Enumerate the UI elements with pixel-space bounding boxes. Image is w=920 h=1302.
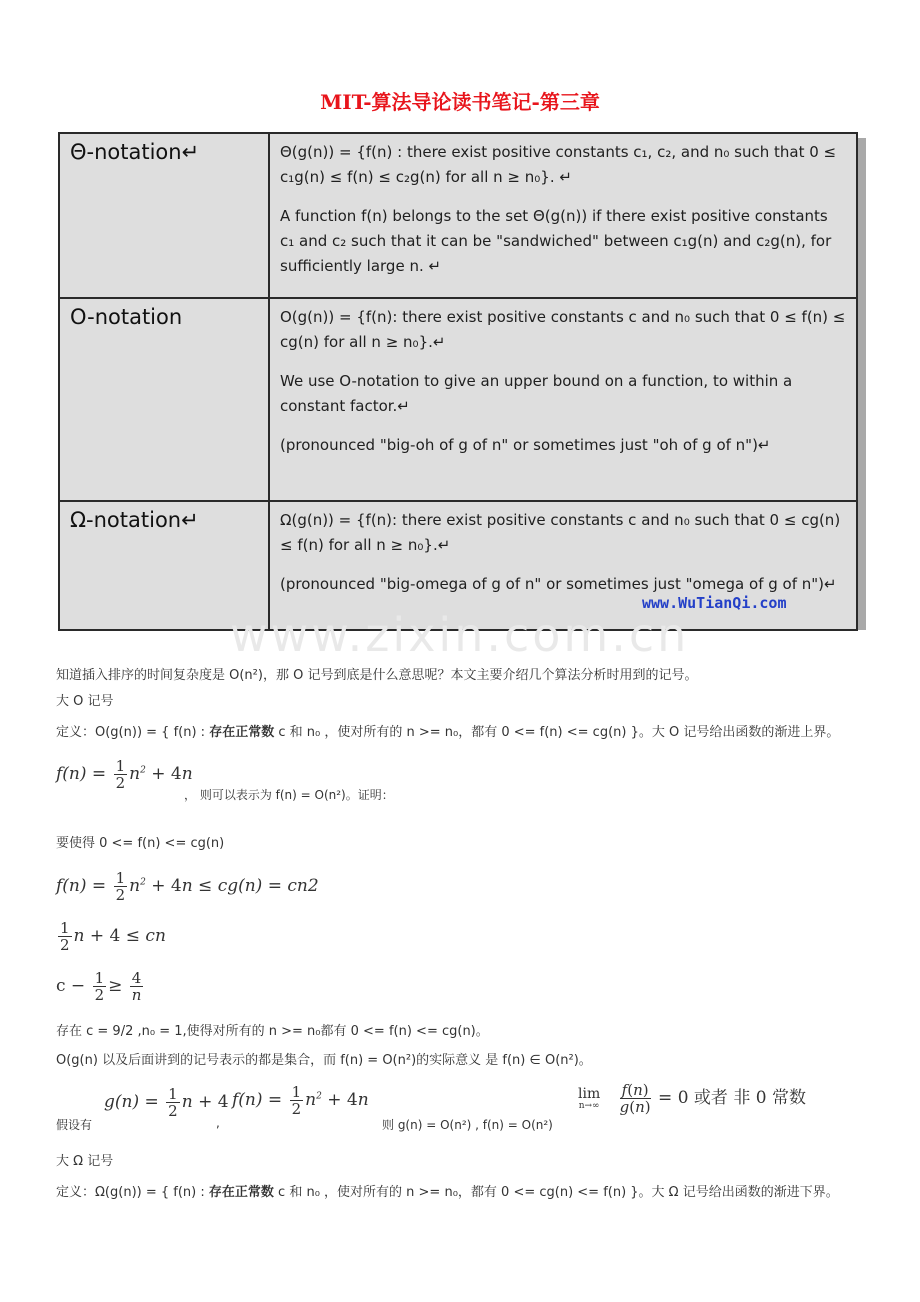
equation-limit: lim n→∞ $\frac{f(n)}{g(n)}$ = 0 或者 非 0 常数 <box>578 1081 806 1116</box>
omega-notation-label: Ω-notation↵ <box>59 501 269 630</box>
intro-text: 知道插入排序的时间复杂度是 O(n²)，那 O 记号到底是什么意思呢？本文主要介绍几个算法分析时用到的记号。 <box>56 668 698 683</box>
o-pronunciation: (pronounced "big-oh of g of n" or sometimes just "oh of g of n")↵ <box>280 436 771 454</box>
theta-explanation: A function f(n) belongs to the set Θ(g(n)) if there exist positive constants c₁ and c₂ such that it can be "sandwiched" between c₁g(n) and c₂g(n), for sufficiently large n. ↵ <box>280 207 832 275</box>
page-title: MIT-算法导论读书笔记-第三章 <box>320 90 600 114</box>
table-row <box>59 133 857 298</box>
definition-big-o: 定义：O(g(n)) = { f(n) : 存在正常数 c 和 n₀ ，使对所有的 n >= n₀，都有 0 <= f(n) <= cg(n) }。大 O 记号给出函数的渐进上界。 <box>56 725 840 740</box>
equation-inequality: f(n) = $\frac{1}{2}$ $n^2 + 4n \le cg(n) = cn2$ <box>56 869 319 904</box>
existence-text: 存在 c = 9/2 ,n₀ = 1,使得对所有的 n >= n₀都有 0 <= f(n) <= cg(n)。 <box>56 1024 489 1039</box>
set-note-text: O(g(n) 以及后面讲到的记号表示的都是集合，而 f(n) = O(n²)的实际意义 是 f(n) ∈ O(n²)。 <box>56 1053 592 1068</box>
requirement-text: 要使得 0 <= f(n) <= cg(n) <box>56 836 225 851</box>
theta-notation-desc <box>269 133 857 298</box>
equation-f2: f(n) = $\frac{1}{2}$ $n^2 + 4n$ <box>232 1083 369 1118</box>
equation-f-note: ， 则可以表示为 f(n) = O(n²)。证明： <box>184 788 394 802</box>
o-definition: O(g(n)) = {f(n): there exist positive constants c and n₀ such that 0 ≤ f(n) ≤ cg(n) for all n ≥ n₀}.↵ <box>280 308 846 351</box>
theta-definition: Θ(g(n)) = {f(n) : there exist positive constants c₁, c₂, and n₀ such that 0 ≤ c₁g(n) ≤ f(n) ≤ c₂g(n) for all n ≥ n₀}. ↵ <box>280 143 837 186</box>
notation-table <box>58 132 858 631</box>
equation-f: f(n) = $\frac{1}{2}$ $n^2 + 4n$ <box>56 757 193 792</box>
heading-big-o: 大 O 记号 <box>56 694 114 709</box>
o-notation-desc <box>269 298 857 501</box>
suppose-text: 假设有 <box>56 1118 93 1132</box>
equation-linear: $\frac{1}{2}$ n + 4 ≤ cn <box>60 919 166 954</box>
omega-pronunciation: (pronounced "big-omega of g of n" or sometimes just "omega of g of n")↵ <box>280 575 837 593</box>
heading-big-omega: 大 Ω 记号 <box>56 1154 114 1169</box>
page-watermark: www.zixin.com.cn <box>230 608 690 662</box>
o-explanation: We use O-notation to give an upper bound on a function, to within a constant factor.↵ <box>280 372 793 415</box>
table-watermark: www.WuTianQi.com <box>642 594 787 612</box>
then-text: 则 g(n) = O(n²) , f(n) = O(n²) <box>382 1118 553 1132</box>
equation-g: g(n) = $\frac{1}{2}$ n + 4 <box>104 1085 229 1120</box>
table-row <box>59 298 857 501</box>
theta-notation-label: Θ-notation↵ <box>59 133 269 298</box>
definition-big-omega: 定义：Ω(g(n)) = { f(n) : 存在正常数 c 和 n₀ ，使对所有的 n >= n₀，都有 0 <= cg(n) <= f(n) }。大 Ω 记号给出函数的渐进下界。 <box>56 1185 839 1200</box>
comma-separator: , <box>216 1116 220 1130</box>
o-notation-label: O-notation <box>59 298 269 501</box>
equation-constant: c − $\frac{1}{2}$ ≥ $\frac{4}{n}$ <box>56 969 142 1004</box>
omega-definition: Ω(g(n)) = {f(n): there exist positive constants c and n₀ such that 0 ≤ cg(n) ≤ f(n) for all n ≥ n₀}.↵ <box>280 511 841 554</box>
